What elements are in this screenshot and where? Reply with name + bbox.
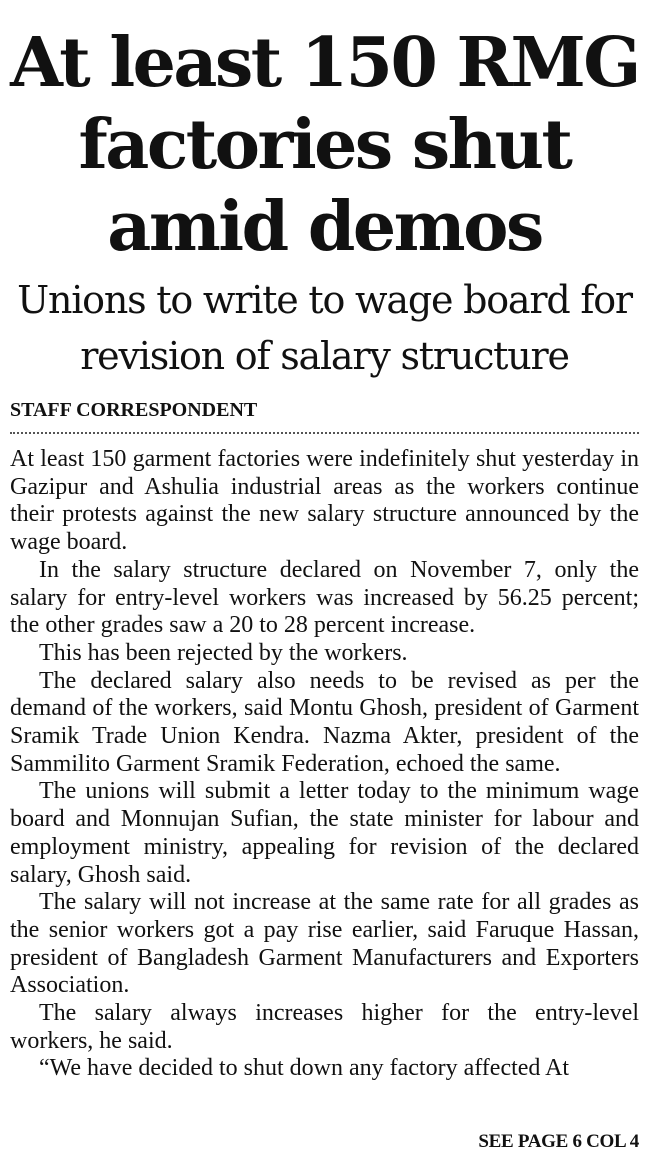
paragraph: The declared salary also needs to be revised as per the demand of the workers, said Montu Ghosh, president of Garment Sramik Trade Union Kendra. Nazma Akter, president of the Sammilito Garment Sramik Federation, echoed the same. <box>10 667 639 777</box>
paragraph: This has been rejected by the workers. <box>39 639 408 666</box>
headline: At least 150 RMG factories shut amid demos <box>10 23 639 267</box>
subheadline: Unions to write to wage board for revision of salary structure <box>17 278 632 378</box>
paragraph: “We have decided to shut down any factory affected At <box>39 1055 570 1082</box>
article <box>10 0 639 1083</box>
paragraph: At least 150 garment factories were indefinitely shut yesterday in Gazipur and Ashulia industrial areas as the workers continue their protests against the new salary structure announced by the wage board. <box>10 446 639 556</box>
paragraph: In the salary structure declared on November 7, only the salary for entry-level workers was increased by 56.25 percent; the other grades saw a 20 to 28 percent increase. <box>10 556 639 639</box>
paragraph: The salary always increases higher for the entry-level workers, he said. <box>10 1000 639 1054</box>
paragraph: The salary will not increase at the same rate for all grades as the senior workers got a pay rise earlier, said Faruque Hassan, president of Bangladesh Garment Manufacturers and Exporters Association. <box>10 889 639 999</box>
byline: STAFF CORRESPONDENT <box>10 398 639 434</box>
continuation-reference: SEE PAGE 6 COL 4 <box>478 1131 639 1152</box>
article-body <box>10 446 639 1083</box>
paragraph: The unions will submit a letter today to the minimum wage board and Monnujan Sufian, the state minister for labour and employment ministry, appealing for revision of the declared salary, Ghosh said. <box>10 778 639 888</box>
